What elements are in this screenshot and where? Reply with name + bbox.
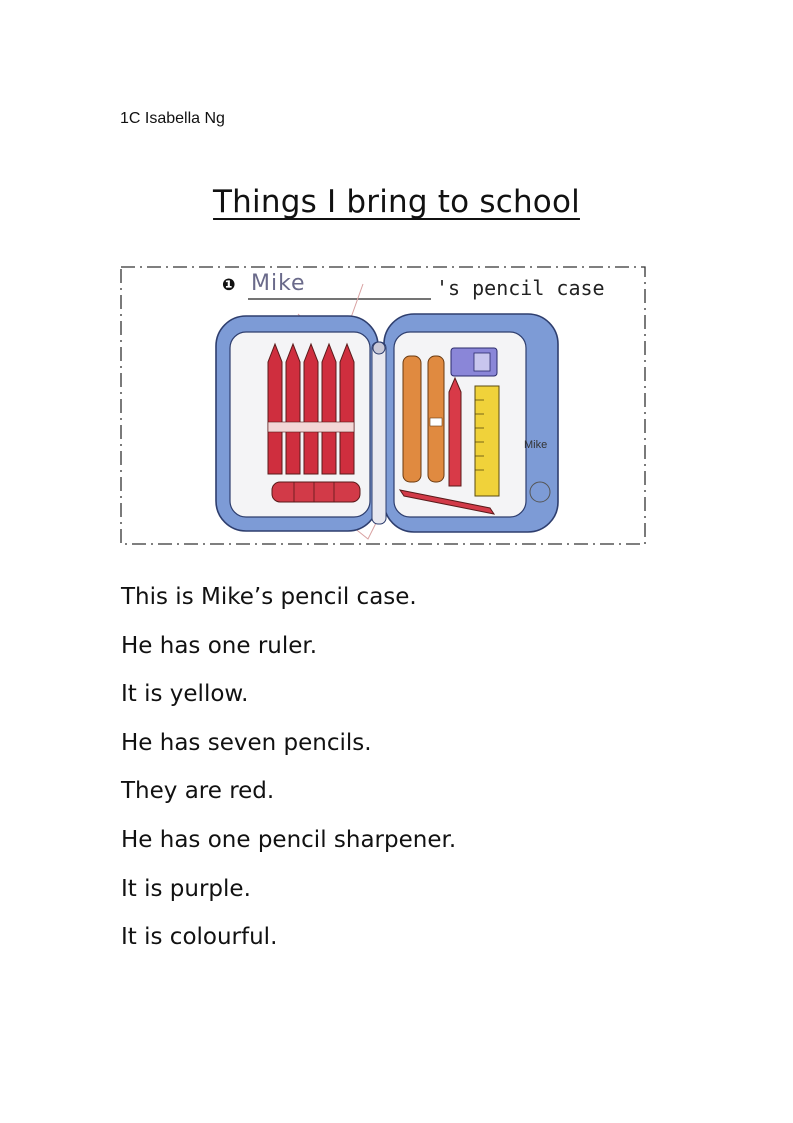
yellow-ruler [475,386,499,496]
sentence-line: It is yellow. [121,681,249,708]
handwritten-name: Mike [251,271,306,296]
zipper-pull [373,342,385,354]
purple-sharpener [451,348,497,376]
case-name-tag: Mike [524,439,548,451]
sentence-line: They are red. [121,778,275,805]
sentence-line: It is colourful. [121,924,278,951]
sentence-line: He has one pencil sharpener. [121,826,457,853]
pencil-case-caption: 's pencil case [436,276,605,300]
pencil-case [216,314,558,532]
sentence-line: This is Mike’s pencil case. [121,584,417,610]
sentence-line: He has one ruler. [121,632,318,659]
sentence-line: He has seven pencils. [121,729,372,756]
illustration-frame [118,264,648,548]
title-text: Things I bring to school [213,184,580,220]
pencil-case-illustration [118,264,648,548]
zipper [372,342,386,524]
student-name: 1C Isabella Ng [120,110,225,127]
item-number: ❶ [222,275,236,294]
sentence-list [121,578,456,967]
sentence-line: It is purple. [121,875,251,902]
page-title [0,184,793,220]
